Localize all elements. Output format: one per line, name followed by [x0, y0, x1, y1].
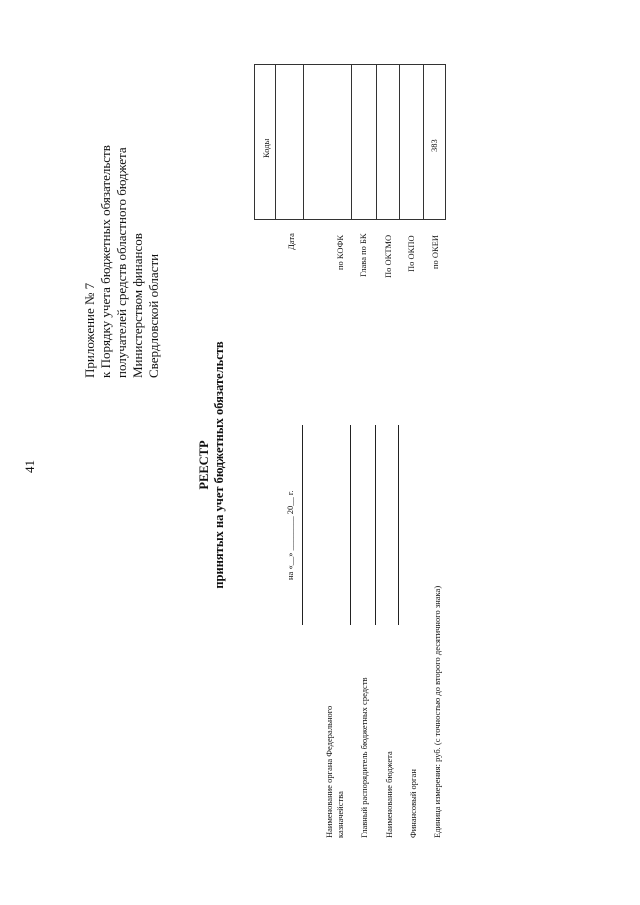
code-label-oktmo: По ОКТМО [383, 234, 393, 278]
field-label-main-manager: Главный распорядитель бюджетных средств [359, 677, 369, 838]
field-label-finance-body: Финансовый орган [408, 769, 418, 838]
code-label-okei: по ОКЕИ [430, 234, 440, 269]
date-line: на «__» ________ 20__ г. [285, 490, 295, 580]
fill-line-finance-body [398, 425, 399, 625]
codes-table [254, 64, 446, 220]
code-value-okei: 383 [429, 139, 439, 152]
table-divider [275, 65, 276, 219]
title-line-2: принятых на учет бюджетных обязательств [212, 341, 226, 589]
page-number: 41 [22, 460, 37, 473]
table-divider [399, 65, 400, 219]
appendix-line: получателей средств областного бюджета [114, 147, 129, 378]
field-label-unit: Единица измерения: руб. (с точностью до второго десятичного знака) [432, 585, 442, 838]
table-divider [423, 65, 424, 219]
code-label-date: Дата [286, 233, 296, 250]
fill-line-budget-name [375, 425, 376, 625]
document-title [197, 315, 227, 615]
code-label-kofk: по КОФК [335, 234, 345, 270]
appendix-line: Свердловской области [146, 253, 161, 378]
appendix-line: Приложение № 7 [82, 282, 97, 378]
fill-line-main-manager [350, 425, 351, 625]
field-label-budget-name: Наименование бюджета [384, 751, 394, 838]
field-label-treasury: Наименование органа Федерального казначейства [324, 705, 345, 838]
table-divider [351, 65, 352, 219]
title-line-1: РЕЕСТР [197, 440, 211, 490]
appendix-note [82, 145, 162, 378]
appendix-line: к Порядку учета бюджетных обязательств [98, 145, 113, 378]
fill-line-treasury [302, 425, 303, 625]
code-label-chapter-bk: Глава по БК [358, 233, 368, 277]
code-label-okpo: По ОКПО [406, 235, 416, 272]
table-divider [376, 65, 377, 219]
codes-header: Коды [261, 138, 271, 158]
table-divider [303, 65, 304, 219]
appendix-line: Министерством финансов [130, 233, 145, 378]
